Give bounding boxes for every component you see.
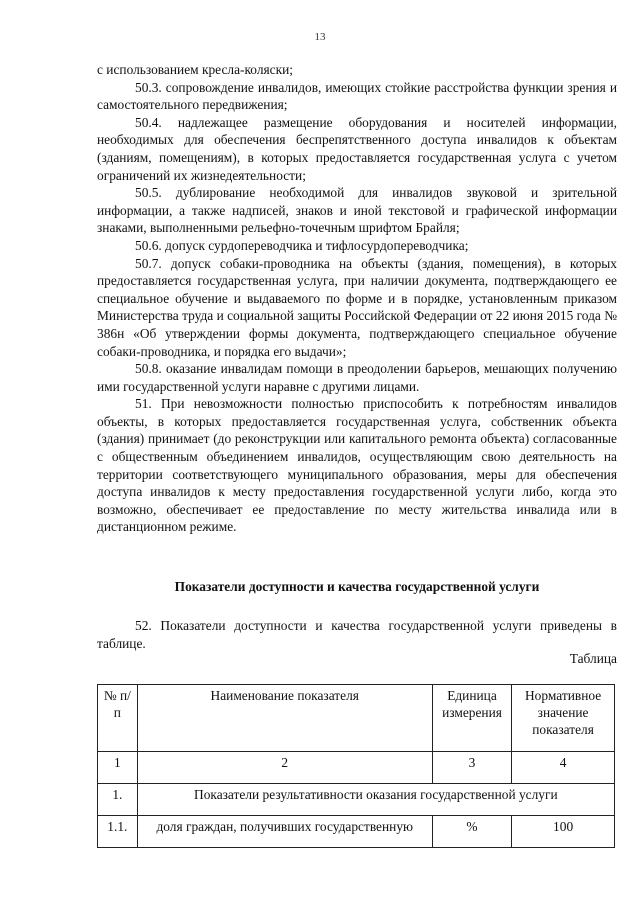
row-number: 1.1. <box>98 816 138 848</box>
paragraph-50-5: 50.5. дублирование необходимой для инвалидов звуковой и зрительной информации, а также надписей, знаков и иной текстовой и графической информации знаками, выполненными рельефно-точечным шрифтом Брайля; <box>97 185 617 236</box>
header-normative-value: Нормативное значение показателя <box>512 685 615 752</box>
column-number-cell: 2 <box>137 752 432 784</box>
paragraph-50-3: 50.3. сопровождение инвалидов, имеющих стойкие расстройства функции зрения и самостоятельного передвижения; <box>97 79 617 113</box>
header-unit: Единица измерения <box>432 685 511 752</box>
column-number-cell: 4 <box>512 752 615 784</box>
section-heading: Показатели доступности и качества государственной услуги <box>174 579 540 594</box>
table-header-row <box>98 685 615 752</box>
row-indicator-name: доля граждан, получивших государственную <box>137 816 432 848</box>
paragraph-52: 52. Показатели доступности и качества государственной услуги приведены в таблице. <box>97 618 617 651</box>
table-row <box>98 816 615 848</box>
paragraph-50-6: 50.6. допуск сурдопереводчика и тифлосурдопереводчика; <box>135 237 469 253</box>
paragraph-51: 51. При невозможности полностью приспособить к потребностям инвалидов объекты, в которых предоставляется государственная услуга, собственник объекта (здания) принимает (до реконструкции или капитального ремонта объекта) согласованные с общественным объединением инвалидов, осуществляющим свою деятельность на территории соответствующего муниципального образования, меры для обеспечения доступа инвалидов к месту предоставления государственной услуги либо, когда это возможно, обеспечивает ее предоставление по месту жительства инвалида или в дистанционном режиме. <box>97 396 617 535</box>
paragraph-52-block <box>97 617 617 652</box>
table-section-row <box>98 784 615 816</box>
paragraph-50-7: 50.7. допуск собаки-проводника на объекты (здания, помещения), в которых предоставляется государственная услуга, при наличии документа, подтверждающего ее специальное обучение и выдаваемого по форме и в порядке, установленным приказом Министерства труда и социальной защиты Российской Федерации от 22 июня 2015 года № 386н «Об утверждении формы документа, подтверждающего специальное обучение собаки-проводника, и порядка его выдачи»; <box>97 255 617 359</box>
indicators-table <box>97 684 615 848</box>
page-number: 13 <box>314 31 326 43</box>
column-number-cell: 3 <box>432 752 511 784</box>
row-unit: % <box>432 816 511 848</box>
section-number: 1. <box>98 784 138 816</box>
paragraph-50-4: 50.4. надлежащее размещение оборудования и носителей информации, необходимых для обеспечения беспрепятственного доступа инвалидов к объектам (зданиям, помещениям), в которых предоставляется государственная услуга с учетом ограничений их жизнедеятельности; <box>97 114 617 183</box>
paragraph-50-8: 50.8. оказание инвалидам помощи в преодолении барьеров, мешающих получению ими государственной услуги наравне с другими лицами. <box>97 361 617 394</box>
table-caption: Таблица <box>569 651 617 666</box>
paragraph-continuation: с использованием кресла-коляски; <box>97 62 293 77</box>
row-value: 100 <box>512 816 615 848</box>
header-number: № п/п <box>98 685 138 752</box>
section-title: Показатели результативности оказания государственной услуги <box>137 784 614 816</box>
table-column-number-row <box>98 752 615 784</box>
header-indicator-name: Наименование показателя <box>137 685 432 752</box>
body-text <box>97 61 617 536</box>
column-number-cell: 1 <box>98 752 138 784</box>
